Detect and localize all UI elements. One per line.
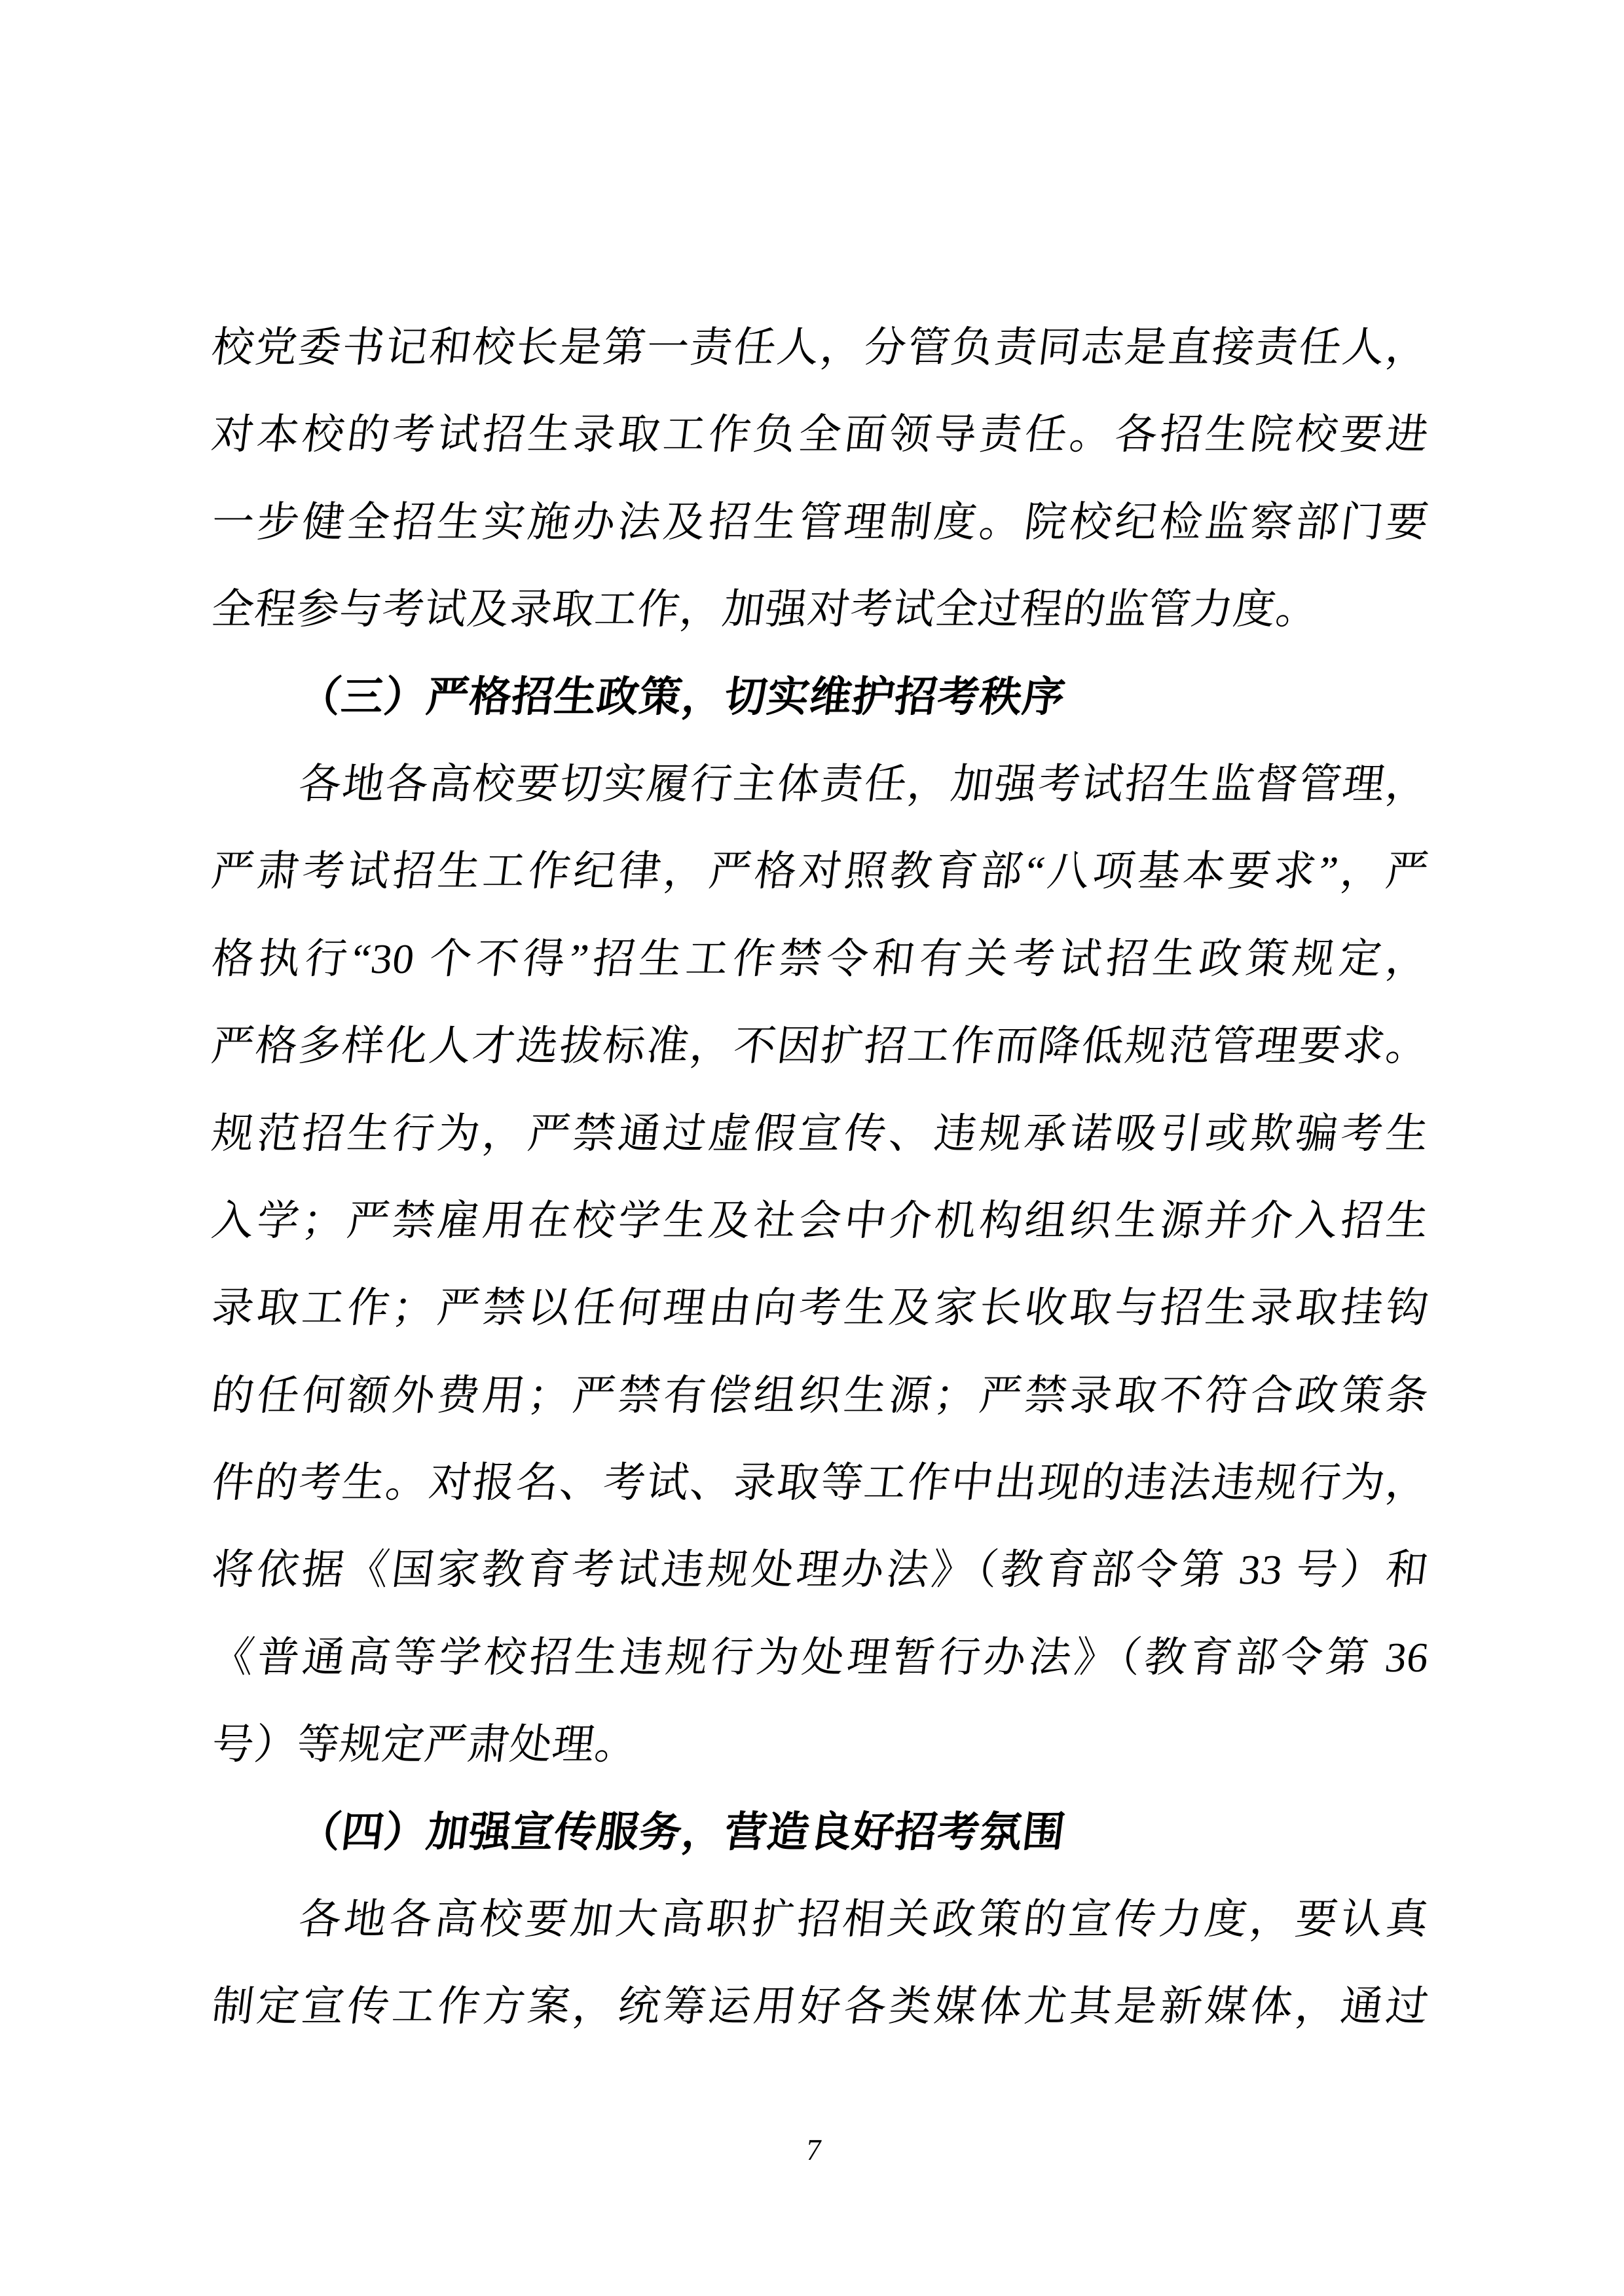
body-line: 严格多样化人才选拔标准，不因扩招工作而降低规范管理要求。 — [209, 1023, 1432, 1070]
body-line: 《普通高等学校招生违规行为处理暂行办法》（教育部令第 36 — [209, 1633, 1432, 1681]
body-line: 各地各高校要切实履行主体责任，加强考试招生监督管理， — [296, 760, 1432, 807]
body-line: 入学；严禁雇用在校学生及社会中介机构组织生源并介入招生 — [209, 1197, 1432, 1244]
body-line: 规范招生行为，严禁通过虚假宣传、违规承诺吸引或欺骗考生 — [209, 1110, 1432, 1157]
text-column — [208, 304, 1432, 2050]
body-line: 将依据《国家教育考试违规处理办法》（教育部令第 33 号）和 — [209, 1546, 1432, 1594]
section-heading-4: （四）加强宣传服务，营造良好招考氛围 — [296, 1808, 1069, 1855]
body-line: 校党委书记和校长是第一责任人，分管负责同志是直接责任人， — [209, 324, 1432, 371]
body-line: 的任何额外费用；严禁有偿组织生源；严禁录取不符合政策条 — [209, 1372, 1432, 1419]
body-line: 各地各高校要加大高职扩招相关政策的宣传力度，要认真 — [296, 1896, 1432, 1943]
body-line: 制定宣传工作方案，统筹运用好各类媒体尤其是新媒体，通过 — [209, 1983, 1432, 2030]
page-number: 7 — [804, 2133, 824, 2166]
body-line: 全程参与考试及录取工作，加强对考试全过程的监管力度。 — [209, 586, 1322, 633]
body-line: 件的考生。对报名、考试、录取等工作中出现的违法违规行为， — [209, 1459, 1432, 1506]
section-heading-3: （三）严格招生政策，切实维护招考秩序 — [296, 673, 1069, 720]
body-line: 对本校的考试招生录取工作负全面领导责任。各招生院校要进 — [209, 411, 1432, 458]
body-line: 一步健全招生实施办法及招生管理制度。院校纪检监察部门要 — [209, 498, 1432, 545]
body-line: 格执行“30 个不得”招生工作禁令和有关考试招生政策规定， — [209, 935, 1432, 982]
body-line: 严肃考试招生工作纪律，严格对照教育部“八项基本要求”，严 — [209, 848, 1432, 895]
body-line: 录取工作；严禁以任何理由向考生及家长收取与招生录取挂钩 — [209, 1285, 1432, 1332]
body-line: 号）等规定严肃处理。 — [209, 1721, 641, 1768]
